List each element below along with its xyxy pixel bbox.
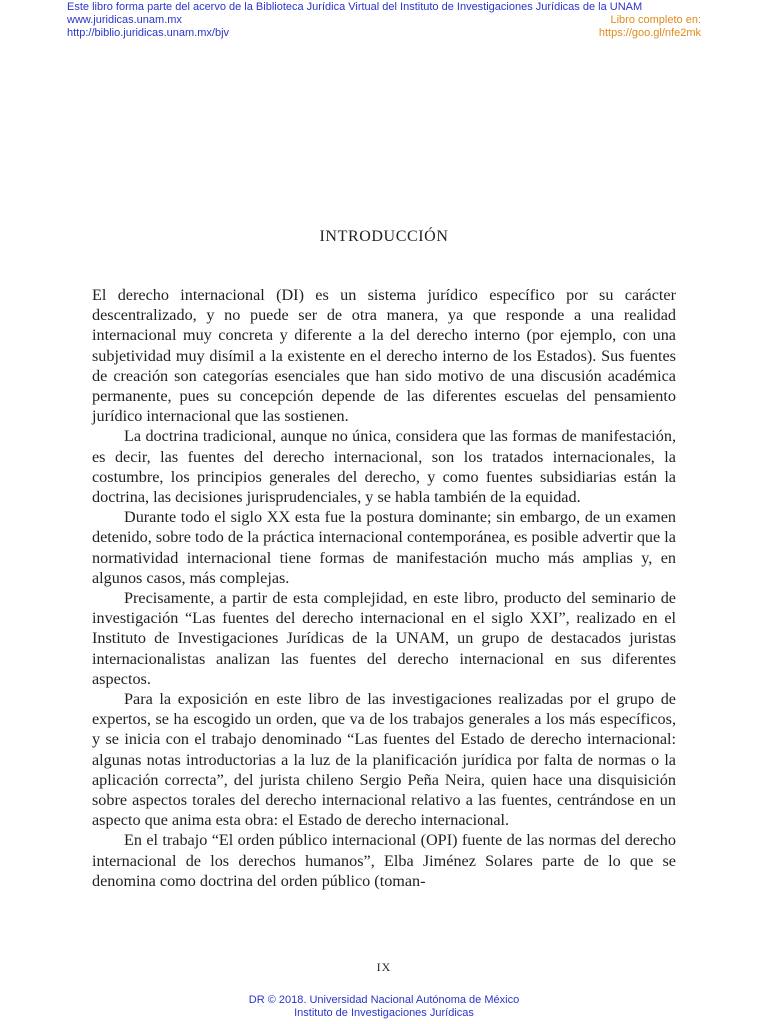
header-links-left [67,14,229,40]
paragraph: Precisamente, a partir de esta complejidad, en este libro, producto del seminario de investigación “Las fuentes del derecho internacional en el siglo XXI”, realizado en el Instituto de Investigaciones Jurídicas de la UNAM, un grupo de destacados juristas internacionalistas analizan las fuentes del derecho internacional en sus diferentes aspectos. [92,589,676,688]
full-book-label: Libro completo en: [610,14,701,26]
full-book-link[interactable]: https://goo.gl/nfe2mk [598,27,701,39]
page-number: IX [376,960,392,974]
paragraph: Durante todo el siglo XX esta fue la postura dominante; sin embargo, de un examen detenido, sobre todo de la práctica internacional contemporánea, es posible advertir que la normatividad internacional tiene formas de manifestación mucho más amplias y, en algunos casos, más complejas. [92,508,676,587]
paragraph: El derecho internacional (DI) es un sistema jurídico específico por su carácter descentralizado, y no puede ser de otra manera, ya que responde a una realidad internacional muy concreta y diferente a la del derecho interno (por ejemplo, con una subjetividad muy disímil a la existente en el derecho interno de los Estados). Sus fuentes de creación son categorías esenciales que han sido motivo de una discusión académica permanente, pues su concepción depende de las diferentes escuelas del pensamiento jurídico internacional que las sostienen. [92,286,676,426]
bjv-link[interactable]: http://biblio.juridicas.unam.mx/bjv [67,27,230,39]
page-title: INTRODUCCIÓN [319,228,449,245]
library-notice: Este libro forma parte del acervo de la Biblioteca Jurídica Virtual del Instituto de Investigaciones Jurídicas de la UNAM [67,1,643,13]
paragraph: La doctrina tradicional, aunque no única, considera que las formas de manifestación, es decir, las fuentes del derecho internacional, son los tratados internacionales, la costumbre, los principios generales del derecho, y como fuentes subsidiarias están la doctrina, las decisiones jurisprudenciales, y se habla también de la equidad. [92,427,676,507]
paragraph: En el trabajo “El orden público internacional (OPI) fuente de las normas del derecho internacional de los derechos humanos”, Elba Jiménez Solares parte de lo que se denomina como doctrina del orden público (toman- [92,831,676,890]
institute-footer: Instituto de Investigaciones Jurídicas [294,1007,474,1019]
copyright-footer: DR © 2018. Universidad Nacional Autónoma de México [248,994,520,1006]
site-link[interactable]: www.juridicas.unam.mx [67,14,182,26]
paragraph: Para la exposición en este libro de las investigaciones realizadas por el grupo de expertos, se ha escogido un orden, que va de los trabajos generales a los más específicos, y se inicia con el trabajo denominado “Las fuentes del Estado de derecho internacional: algunas notas introductorias a la luz de la planificación jurídica por falta de normas o la aplicación correcta”, del jurista chileno Sergio Peña Neira, quien hace una disquisición sobre aspectos torales del derecho internacional relativo a las fuentes, centrándose en un aspecto que anima esta obra: el Estado de derecho internacional. [92,690,676,830]
header-links-right [599,14,701,40]
body-text [92,285,676,891]
